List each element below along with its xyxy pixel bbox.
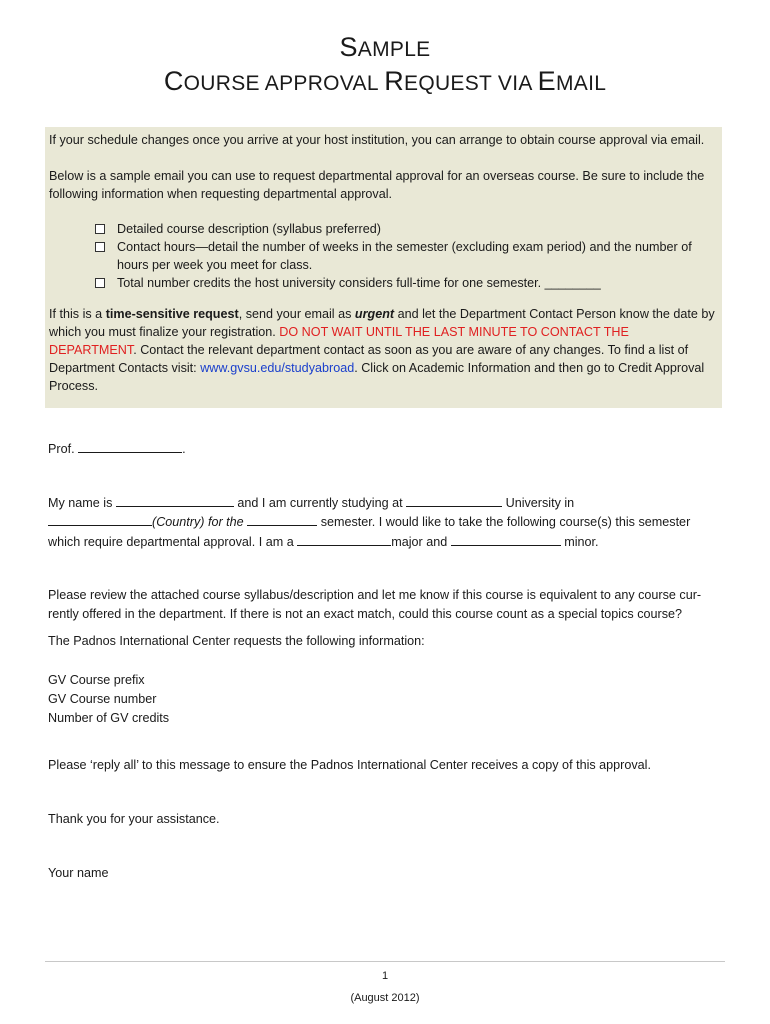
checklist bbox=[95, 220, 705, 292]
gv-credits: Number of GV credits bbox=[48, 711, 170, 725]
intro-line-3: which require departmental approval. I am a major and minor. bbox=[48, 535, 599, 549]
padnos-request: The Padnos International Center requests the following information: bbox=[48, 634, 425, 648]
gv-course-number: GV Course number bbox=[48, 692, 157, 706]
study-abroad-link[interactable]: www.gvsu.edu/studyabroad bbox=[200, 361, 355, 375]
checklist-item: Detailed course description (syllabus preferred) bbox=[95, 220, 705, 238]
reply-all-note: Please ‘reply all’ to this message to ensure the Padnos International Center receives a copy of this approval. bbox=[48, 758, 651, 772]
checklist-item: Total number credits the host university considers full-time for one semester. ________ bbox=[95, 274, 705, 292]
review-line-2: rently offered in the department. If there is not an exact match, could this course count as a special topics course? bbox=[48, 607, 682, 621]
checkbox-icon bbox=[95, 278, 105, 288]
page-number: 1 bbox=[381, 970, 389, 982]
sample-email-paragraph: Below is a sample email you can use to request departmental approval for an overseas course. Be sure to include the following information when requesting departmental approval. bbox=[49, 169, 705, 201]
document-title-line1: SAMPLE bbox=[339, 32, 431, 62]
review-line-1: Please review the attached course syllabus/description and let me know if this course is equivalent to any course cur- bbox=[48, 588, 702, 602]
footer-divider bbox=[45, 961, 725, 962]
warning-text: DO NOT WAIT UNTIL THE LAST MINUTE TO CONTACT THE DEPARTMENT bbox=[49, 325, 629, 357]
footer-date: (August 2012) bbox=[350, 992, 420, 1004]
salutation-line: Prof. . bbox=[48, 442, 186, 456]
signature-line: Your name bbox=[48, 866, 109, 880]
checklist-item: Contact hours—detail the number of weeks in the semester (excluding exam period) and the number of hours per week you meet for class. bbox=[95, 238, 705, 274]
checkbox-icon bbox=[95, 224, 105, 234]
checkbox-icon bbox=[95, 242, 105, 252]
intro-paragraph: If your schedule changes once you arrive at your host institution, you can arrange to obtain course approval via email. bbox=[49, 133, 705, 147]
document-title-line2: COURSE APPROVAL REQUEST VIA EMAIL bbox=[163, 66, 607, 96]
intro-line-2: (Country) for the semester. I would like to take the following course(s) this semester bbox=[48, 513, 690, 531]
time-sensitive-paragraph: If this is a time-sensitive request, send your email as urgent and let the Department Contact Person know the date by which you must finalize your registration. DO NOT WAIT UNTIL THE LAST MINUTE TO CONTACT THE DEPARTMENT. Contact the relevant department contact as soon as you are aware of any changes. To find a list of Department Contacts visit: www.gvsu.edu/studyabroad. Click on Academic Information and then go to Credit Approval Process. bbox=[49, 307, 715, 393]
gv-course-prefix: GV Course prefix bbox=[48, 673, 145, 687]
thanks-line: Thank you for your assistance. bbox=[48, 812, 220, 826]
intro-line-1: My name is and I am currently studying at University in bbox=[48, 496, 575, 510]
instructions-box bbox=[45, 127, 722, 408]
